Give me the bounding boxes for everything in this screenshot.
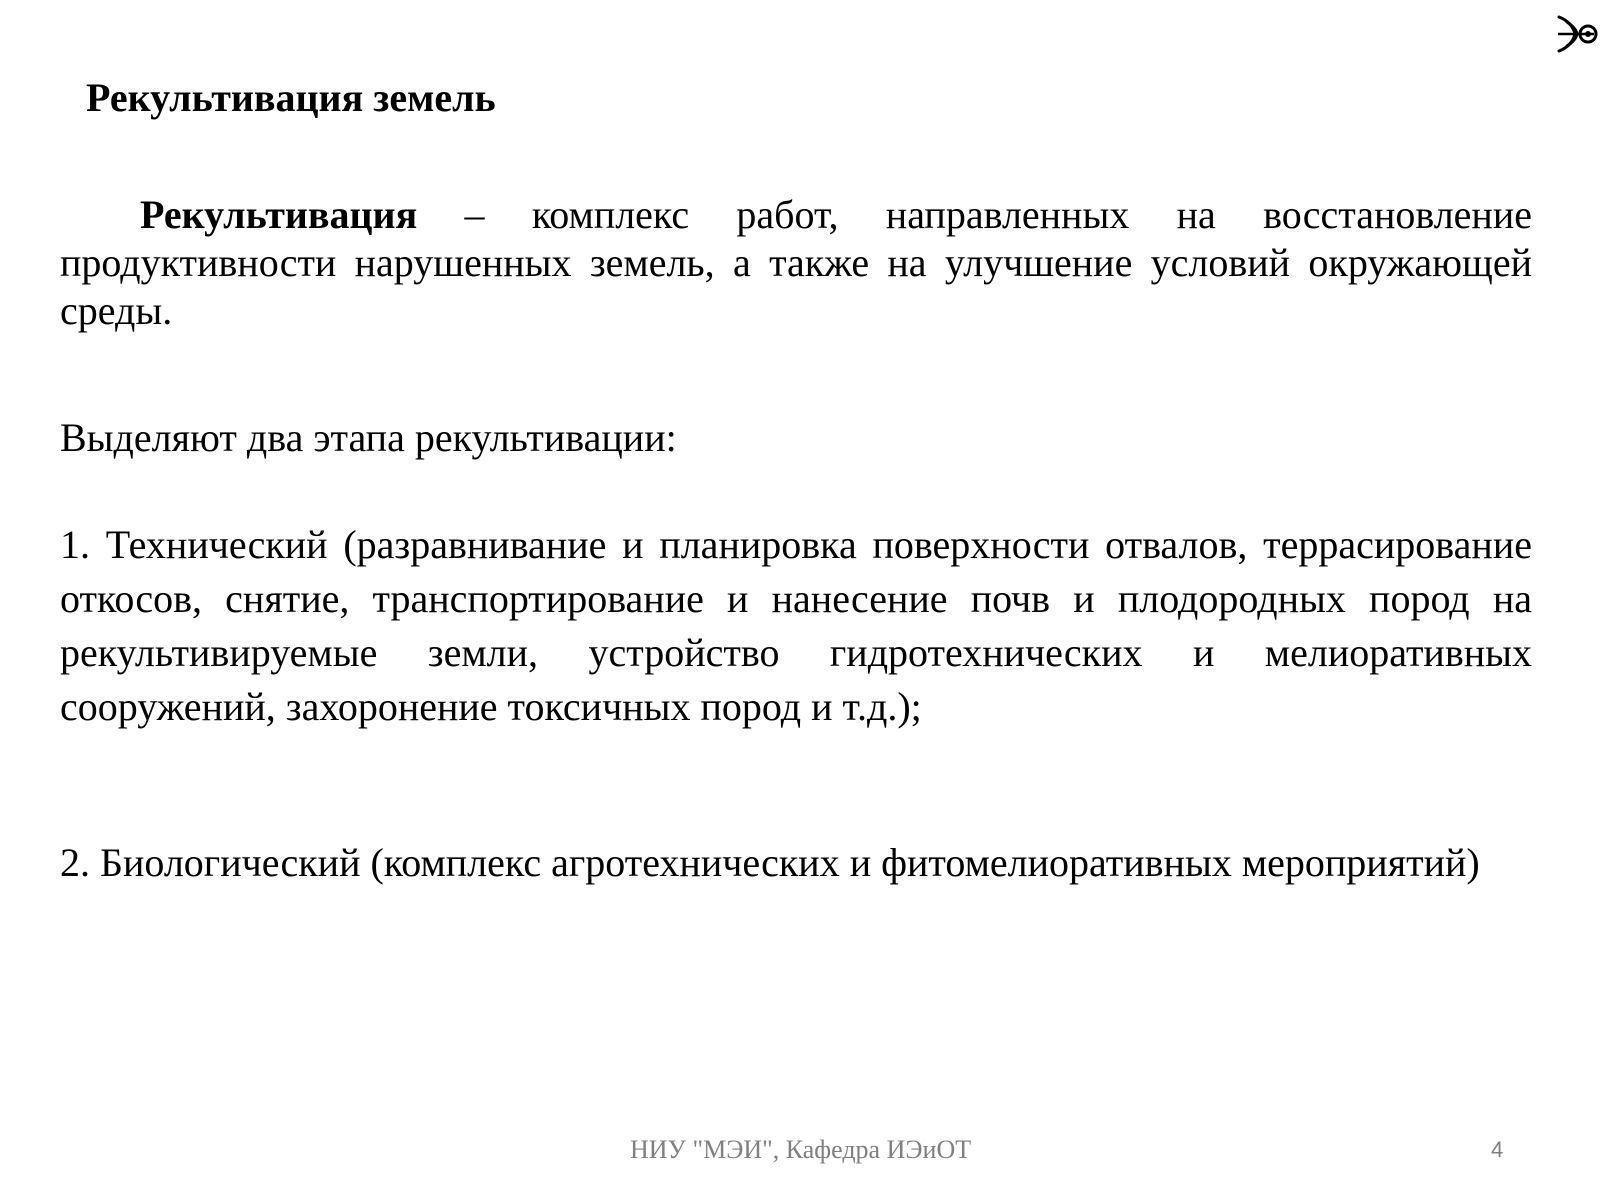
slide-title: Рекультивация земель [86, 75, 496, 120]
mei-logo-icon [1556, 4, 1600, 60]
footer-text: НИУ "МЭИ", Кафедра ИЭиОТ [630, 1135, 972, 1164]
stage-item-biological: 2. Биологический (комплекс агротехнических и фитомелиоративных мероприятий) [60, 840, 1480, 885]
stages-intro: Выделяют два этапа рекультивации: [60, 415, 677, 460]
stage-item-technical: 1. Технический (разравнивание и планировка поверхности отвалов, террасирование откосов, снятие, транспортирование и нанесение почв и плодородных пород на рекультивируемые земли, устройство гидротехнических и мелиоративных сооружений, захоронение токсичных пород и т.д.); [60, 522, 1532, 729]
definition-paragraph [60, 191, 1532, 335]
definition-text: – комплекс работ, направленных на восстановление продуктивности нарушенных земель, а также на улучшение условий окружающей среды. [60, 192, 1532, 333]
definition-term: Рекультивация [140, 192, 418, 237]
page-number: 4 [1491, 1137, 1504, 1162]
